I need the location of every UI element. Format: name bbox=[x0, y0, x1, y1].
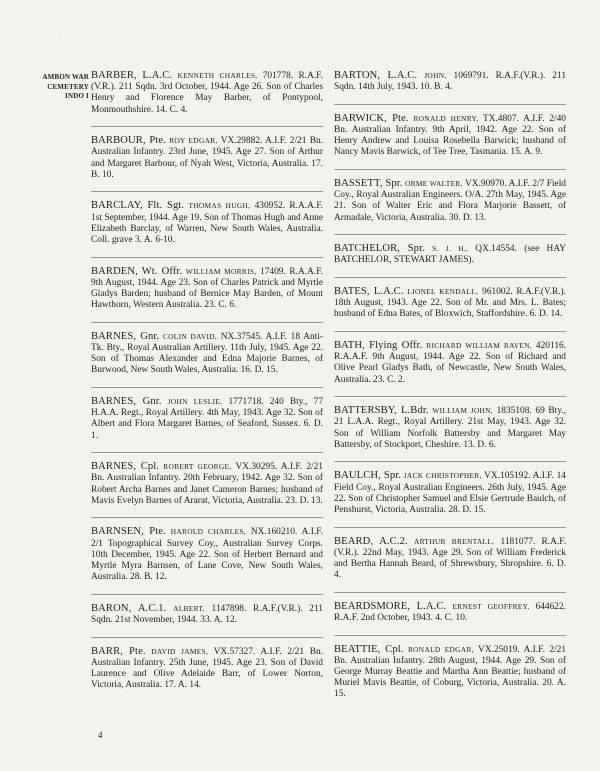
casualty-surname-rank: BAULCH, Spr. bbox=[334, 470, 402, 482]
casualty-entry bbox=[334, 536, 566, 582]
casualty-surname-rank: BATES, L.A.C. bbox=[334, 286, 404, 297]
casualty-details: VX.90970. A.I.F. 2/7 Field Coy., Royal Australian Engineers. O/A. 27th May, 1945. Age 21. Son of Walter Eric and Flora Marjorie Bassett, of Armadale, Victoria, Australia. 30. D. 13. bbox=[334, 179, 566, 223]
entry-divider bbox=[91, 387, 323, 388]
casualty-given-names: HAROLD CHARLES, bbox=[170, 527, 246, 537]
casualty-surname-rank: BARTON, L.A.C. bbox=[334, 70, 418, 81]
entry-divider bbox=[91, 517, 323, 518]
casualty-details: VX.105192. A.I.F. 14 Field Coy., Royal Australian Engineers. 26th July, 1945. Age 22. Son of Christopher Samuel and Elsie Gertrude Baulch, of Penshurst, Victoria, Australia. 28. D. 15. bbox=[334, 471, 566, 516]
casualty-details: 1835108. 69 Bty., 21 L.A.A. Regt., Royal Artillery. 21st May, 1943. Age 32. Son of William Norfolk Battersby and Margaret May Battersby, of Stockport, Cheshire. 13. D. 6. bbox=[334, 406, 567, 450]
entry-divider bbox=[334, 104, 566, 105]
casualty-details: NX.160210. A.I.F. 2/1 Topographical Survey Coy., Australian Survey Corps. 10th December, 1945. Age 22. Son of Herbert Bernard and Myrtle Myra Barnsen, of Lane Cove, New South Wales, Australia. 28. B. 12. bbox=[91, 527, 324, 583]
casualty-surname-rank: BARBER, L.A.C. bbox=[91, 70, 173, 81]
left-column bbox=[91, 70, 323, 702]
casualty-surname-rank: BATH, Flying Offr. bbox=[334, 340, 423, 351]
entry-divider bbox=[91, 191, 323, 192]
casualty-given-names: ROY EDGAR, bbox=[169, 136, 218, 146]
casualty-given-names: WILLIAM MORRIS, bbox=[185, 266, 257, 276]
casualty-entry bbox=[334, 113, 566, 159]
casualty-given-names: COLIN DAVID, bbox=[162, 331, 217, 341]
casualty-surname-rank: BARNSEN, Pte. bbox=[91, 526, 166, 538]
casualty-details: VX.25019. A.I.F. 2/21 Bn. Australian Infantry. 28th August, 1944. Age 29. Son of George Murray Beattie and Martha Ann Beattie; husband of Muriel Mavis Beattie, of Coburg, Victoria, Australia. 20. A. 15. bbox=[334, 644, 567, 700]
casualty-surname-rank: BARNES, Gnr. bbox=[91, 330, 160, 342]
entry-divider bbox=[334, 635, 566, 636]
casualty-details: NX.37545. A.I.F. 18 Anti-Tk. Bty., Royal Australian Artillery. 11th July, 1945. Age 22. Son of Thomas Alexander and Edna Majorie Barnes, of Burwood, New South Wales, Australia. 16. D. 15. bbox=[91, 331, 323, 376]
entry-divider bbox=[91, 126, 323, 127]
casualty-entry bbox=[91, 331, 323, 377]
casualty-surname-rank: BARDEN, Wt. Offr. bbox=[91, 265, 183, 277]
casualty-entry bbox=[334, 644, 566, 701]
casualty-entry bbox=[334, 470, 566, 516]
casualty-details: 1069791. R.A.F.(V.R.). 211 Sqdn. 14th July, 1943. 10. B. 4. bbox=[334, 71, 567, 93]
casualty-given-names: S. J. H., bbox=[432, 244, 469, 254]
casualty-details: 430952. R.A.A.F. 1st September, 1944. Age 19. Son of Thomas Hugh and Anne Elizabeth Barclay, of Warren, New South Wales, Australia. Coll. grave 3. A. 6-10. bbox=[91, 201, 324, 246]
casualty-surname-rank: BARCLAY, Flt. Sgt. bbox=[91, 200, 185, 212]
casualty-surname-rank: BEARD, A.C.2. bbox=[334, 535, 408, 547]
casualty-surname-rank: BEATTIE, Cpl. bbox=[334, 643, 404, 655]
entry-divider bbox=[91, 637, 323, 638]
casualty-surname-rank: BASSETT, Spr. bbox=[334, 178, 403, 189]
entry-divider bbox=[91, 257, 323, 258]
casualty-given-names: ERNEST GEOFFREY, bbox=[452, 601, 530, 611]
casualty-surname-rank: BARON, A.C.1. bbox=[91, 602, 167, 614]
cemetery-margin-label bbox=[27, 73, 89, 102]
casualty-details: 1147898. R.A.F.(V.R.). 211 Sqdn. 21st November, 1944. 33. A. 12. bbox=[91, 603, 323, 626]
casualty-surname-rank: BEARDSMORE, L.A.C. bbox=[334, 600, 447, 612]
casualty-details: QX.14554. (see HAY BATCHELOR, STEWART JAMES). bbox=[334, 244, 566, 266]
margin-label-line: INDO I bbox=[65, 92, 89, 100]
casualty-details: VX.29882. A.I.F. 2/21 Bn. Australian Infantry. 23rd June, 1945. Age 27. Son of Arthur and Margaret Barbour, of Nyah West, Victoria, Australia. 17. B. 10. bbox=[91, 136, 323, 180]
casualty-given-names: DAVID JAMES, bbox=[151, 646, 209, 656]
casualty-details: 17409. R.A.A.F. 9th August, 1944. Age 23. Son of Charles Patrick and Myrtle Gladys Barden; husband of Bernice May Barden, of Mount Hawthorn, Western Australia. 23. C. 6. bbox=[91, 266, 324, 311]
casualty-entry bbox=[91, 70, 323, 116]
casualty-entry bbox=[334, 340, 566, 386]
casualty-surname-rank: BARR, Pte. bbox=[91, 645, 146, 657]
casualty-surname-rank: BARBOUR, Pte. bbox=[91, 135, 166, 147]
casualty-entry bbox=[334, 286, 566, 321]
casualty-details: VX.57327. A.I.F. 2/21 Bn. Australian Infantry. 25th June, 1945. Age 23. Son of David Laurence and Olive Adelaide Barr, of Lower Norton, Victoria, Australia. 17. A. 14. bbox=[91, 646, 323, 691]
casualty-entry bbox=[334, 601, 566, 624]
entry-divider bbox=[334, 169, 566, 170]
casualty-details: TX.4807. A.I.F. 2/40 Bn. Australian Infantry. 9th April, 1942. Age 22. Son of Henry Andrew and Louisa Rosebella Barwick; husband of Nancy Mavis Barwick, of Tee Tree, Tasmania. 15. A. 9. bbox=[334, 113, 566, 158]
right-column bbox=[334, 70, 566, 711]
margin-label-line: AMBON WAR bbox=[42, 73, 89, 81]
casualty-given-names: RICHARD WILLIAM RAVEN, bbox=[426, 341, 532, 350]
entry-divider bbox=[91, 322, 323, 323]
casualty-details: 420116. R.A.A.F. 9th August, 1944. Age 22. Son of Richard and Olive Pearl Gladys Bath, of Newcastle, New South Wales, Australia. 23. C. 2. bbox=[334, 341, 567, 385]
entry-divider bbox=[334, 331, 566, 332]
casualty-entry bbox=[334, 178, 566, 224]
casualty-entry bbox=[91, 603, 323, 626]
casualty-given-names: ORME WALTER, bbox=[404, 179, 463, 188]
casualty-surname-rank: BATTERSBY, L.Bdr. bbox=[334, 405, 429, 417]
casualty-entry bbox=[334, 70, 566, 93]
casualty-surname-rank: BARNES, Gnr. bbox=[91, 396, 162, 408]
casualty-entry bbox=[91, 135, 323, 181]
casualty-surname-rank: BARNES, Cpl. bbox=[91, 461, 160, 473]
casualty-entry bbox=[91, 461, 323, 507]
casualty-given-names: ROBERT GEORGE, bbox=[163, 462, 232, 472]
corner-mark: · bbox=[59, 31, 62, 39]
entry-divider bbox=[334, 396, 566, 397]
casualty-given-names: ARTHUR BRENTALL, bbox=[413, 536, 495, 546]
casualty-entry bbox=[91, 200, 323, 246]
casualty-details: 961002. R.A.F.(V.R.). 18th August, 1943. Age 22. Son of Mr. and Mrs. L. Bates; husband of Edna Bates, of Bloxwich, Staffordshire. 6. D. 14. bbox=[334, 287, 567, 320]
entry-divider bbox=[334, 234, 566, 235]
casualty-given-names: JOHN LESLIE, bbox=[167, 397, 223, 407]
page-number: 4 bbox=[98, 730, 103, 740]
casualty-given-names: WILLIAM JOHN, bbox=[432, 406, 493, 416]
entry-divider bbox=[91, 594, 323, 595]
casualty-entry bbox=[91, 266, 323, 312]
entry-divider bbox=[334, 461, 566, 462]
casualty-details: VX.30295. A.I.F. 2/21 Bn. Australian Infantry. 20th February, 1942. Age 32. Son of Robert Archa Barnes and Janet Cameron Barnes; husband of Mavis Evelyn Barnes of Ararat, Victoria, Australia. 23. D. 13. bbox=[91, 462, 323, 506]
entry-divider bbox=[334, 592, 566, 593]
casualty-details: 1771718. 240 Bty., 77 H.A.A. Regt., Royal Artillery. 4th May, 1943. Age 32. Son of Albert and Flora Margaret Barnes, of Seaford, Sussex. 6. D. 1. bbox=[91, 397, 324, 441]
casualty-entry bbox=[91, 526, 323, 583]
casualty-given-names: JOHN, bbox=[424, 71, 447, 80]
casualty-surname-rank: BARWICK, Pte. bbox=[334, 112, 409, 124]
entry-divider bbox=[91, 452, 323, 453]
casualty-given-names: LIONEL KENDALL, bbox=[407, 287, 479, 296]
casualty-given-names: JACK CHRISTOPHER, bbox=[403, 471, 482, 481]
casualty-details: 701778. R.A.F.(V.R.). 211 Sqdn. 3rd October, 1944. Age 26. Son of Charles Henry and Florence May Barber, of Pontypool, Monmouthshire. 14. C. 4. bbox=[91, 71, 323, 115]
casualty-given-names: RONALD EDGAR, bbox=[407, 644, 474, 654]
casualty-details: 1181077. R.A.F.(V.R.). 22nd May, 1943. Age 29. Son of William Frederick and Bertha Hannah Beard, of Shrewsbury, Shropshire. 6. D. 4. bbox=[334, 536, 567, 581]
casualty-given-names: KENNETH CHARLES, bbox=[177, 71, 258, 80]
entry-divider bbox=[334, 277, 566, 278]
casualty-surname-rank: BATCHELOR, Spr. bbox=[334, 243, 425, 255]
casualty-entry bbox=[334, 243, 566, 266]
casualty-entry bbox=[91, 646, 323, 692]
casualty-entry bbox=[91, 396, 323, 442]
casualty-given-names: THOMAS HUGH, bbox=[188, 201, 251, 211]
entry-divider bbox=[334, 527, 566, 528]
casualty-given-names: ALBERT, bbox=[173, 603, 205, 613]
margin-label-line: CEMETERY bbox=[47, 82, 89, 91]
casualty-given-names: RONALD HENRY, bbox=[413, 113, 479, 123]
casualty-entry bbox=[334, 405, 566, 451]
casualty-details: 644622. R.A.F. 2nd October, 1943. 4. C. 10. bbox=[334, 601, 566, 624]
